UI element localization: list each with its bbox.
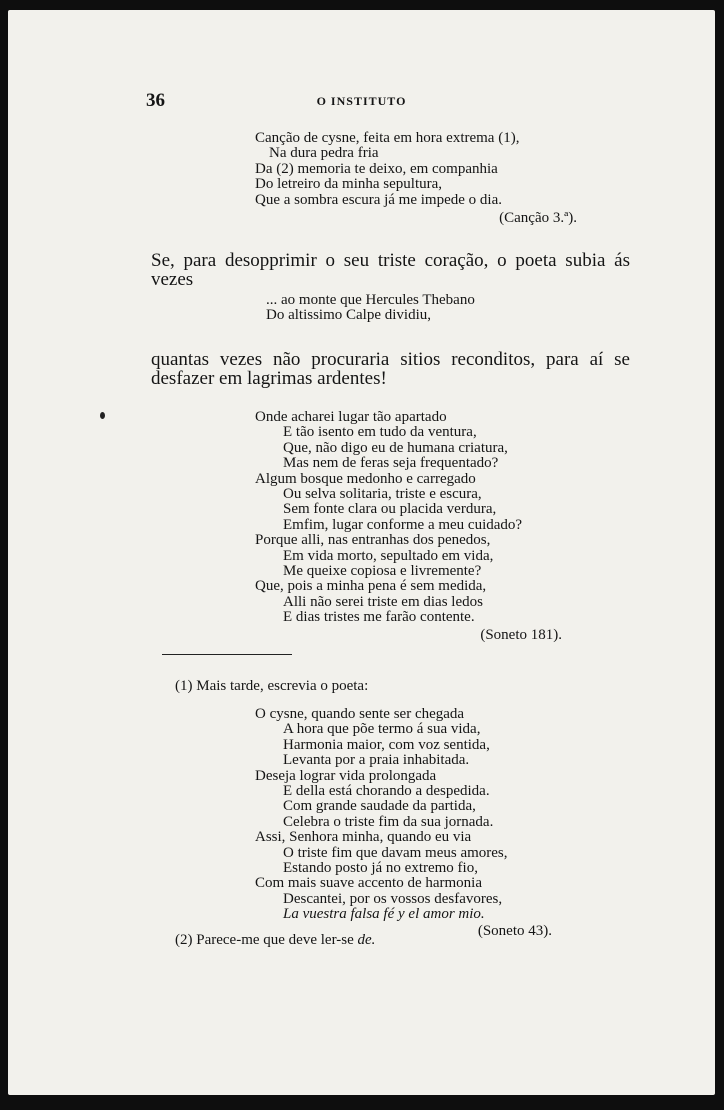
verse-line: Do letreiro da minha sepultura,	[255, 176, 443, 193]
book-page	[8, 10, 715, 1095]
paragraph: quantas vezes não procuraria sitios reconditos, para aí se desfazer em lagrimas ardentes!	[151, 349, 630, 389]
verse-line: E dias tristes me farão contente.	[283, 609, 475, 626]
verse-line: Estando posto já no extremo fio,	[283, 859, 478, 876]
verse-line: E tão isento em tudo da ventura,	[283, 424, 477, 441]
verse-line: Descantei, por os vossos desfavores,	[283, 890, 503, 907]
verse-line: Que a sombra escura já me impede o dia.	[255, 191, 502, 208]
citation: (Canção 3.ª).	[499, 209, 577, 226]
verse-line: Celebra o triste fim da sua jornada.	[283, 813, 494, 830]
verse-line: Onde acharei lugar tão apartado	[255, 409, 447, 425]
verse-line: ... ao monte que Hercules Thebano	[266, 292, 475, 308]
verse-line: Sem fonte clara ou placida verdura,	[283, 501, 497, 518]
sonnet-181	[255, 410, 562, 644]
verse-line: Que, pois a minha pena é sem medida,	[255, 578, 487, 595]
quote-hercules	[266, 293, 516, 324]
verse-line: A hora que põe termo á sua vida,	[283, 721, 481, 738]
verse-line: E della está chorando a despedida.	[283, 782, 490, 799]
citation: (Soneto 43).	[477, 923, 552, 940]
verse-line: O cysne, quando sente ser chegada	[255, 706, 465, 722]
verse-line: La vuestra falsa fé y el amor mio.	[283, 906, 485, 923]
verse-line: O triste fim que davam meus amores,	[283, 844, 508, 861]
verse-line: Canção de cysne, feita em hora extrema (1),	[255, 130, 520, 146]
verse-line: Com mais suave accento de harmonia	[255, 875, 483, 892]
footnote-1-intro: (1) Mais tarde, escrevia o poeta:	[175, 678, 369, 694]
verse-line: Assi, Senhora minha, quando eu via	[255, 829, 472, 846]
verse-line: Em vida morto, sepultado em vida,	[283, 547, 494, 564]
footnote-2-text: (2) Parece-me que deve ler-se	[175, 932, 354, 948]
verse-line: Na dura pedra fria	[269, 145, 379, 162]
verse-line: Mas nem de feras seja frequentado?	[283, 455, 499, 472]
verse-line: Deseja lograr vida prolongada	[255, 767, 437, 784]
verse-line: Me queixe copiosa e livremente?	[283, 562, 482, 579]
verse-line: Da (2) memoria te deixo, em companhia	[255, 160, 498, 177]
citation: (Soneto 181).	[480, 627, 562, 644]
footnote-rule	[162, 654, 292, 655]
stanza-cancao	[255, 131, 577, 226]
verse-line: Emfim, lugar conforme a meu cuidado?	[283, 516, 523, 533]
page-number: 36	[146, 90, 165, 111]
paragraph: Se, para desopprimir o seu triste coração, o poeta subia ás vezes	[151, 250, 630, 290]
verse-line: Ou selva solitaria, triste e escura,	[283, 485, 482, 502]
verse-line: Porque alli, nas entranhas dos penedos,	[255, 532, 491, 549]
verse-line: Que, não digo eu de humana criatura,	[283, 439, 508, 456]
running-title: O INSTITUTO	[316, 94, 407, 108]
verse-line: Algum bosque medonho e carregado	[255, 470, 476, 487]
margin-mark	[100, 412, 105, 419]
verse-line: Com grande saudade da partida,	[283, 798, 476, 815]
verse-line: Alli não serei triste em dias ledos	[283, 593, 483, 610]
verse-line: Harmonia maior, com voz sentida,	[283, 736, 490, 753]
page-header	[8, 90, 715, 114]
verse-line: Levanta por a praia inhabitada.	[283, 752, 470, 769]
sonnet-43	[255, 707, 552, 940]
footnote-2-emphasis: de.	[357, 932, 376, 948]
footnote-2	[175, 932, 375, 948]
verse-line: Do altissimo Calpe dividiu,	[266, 307, 431, 324]
